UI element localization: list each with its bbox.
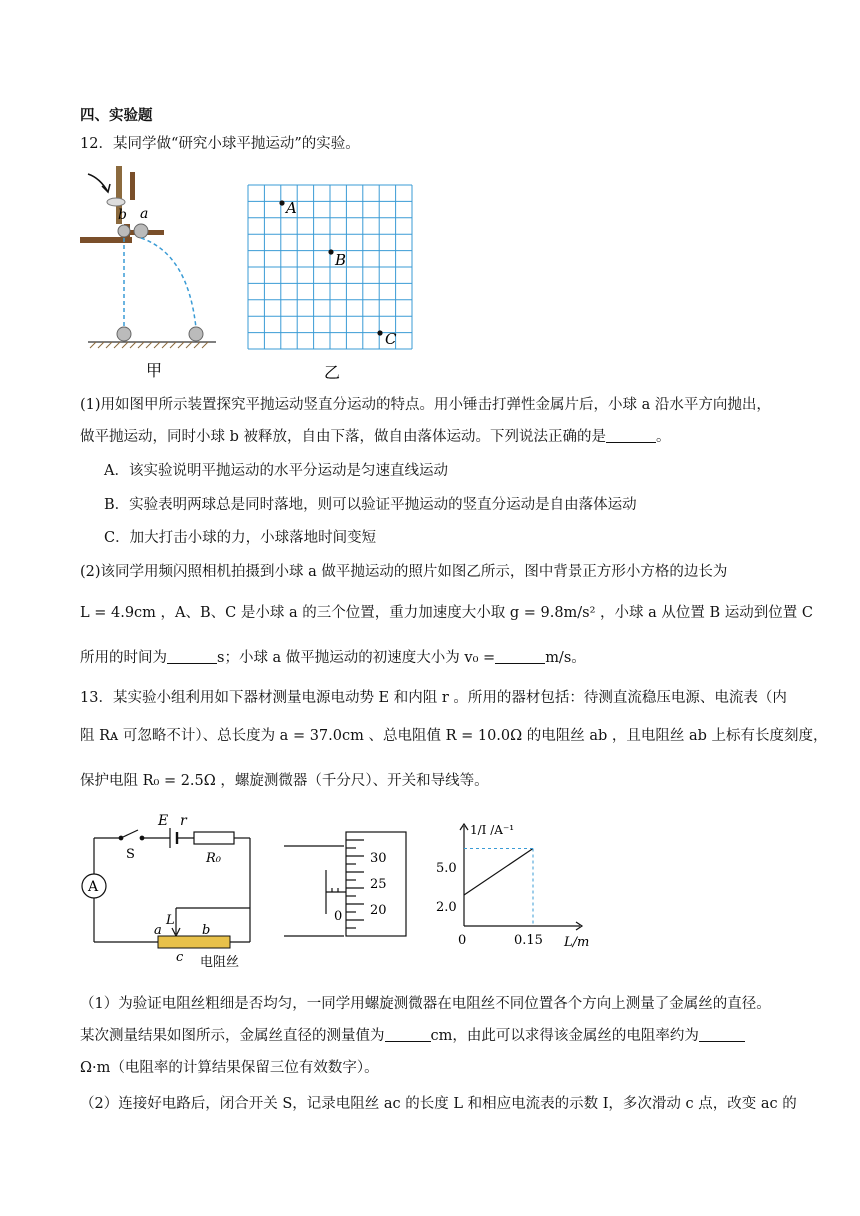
option-b: B．实验表明两球总是同时落地，则可以验证平抛运动的竖直分运动是自由落体运动 [104,497,637,513]
x-axis-label: L/m [564,935,590,950]
micrometer-tick-25: 25 [370,877,387,892]
micrometer-tick-30: 30 [370,851,387,866]
q12-p1-line2-end: 。 [656,429,671,445]
q12-p1-line1: (1)用如图甲所示装置探究平抛运动竖直分运动的特点。用小锤击打弹性金属片后，小球 a 沿水平方向抛出， [80,397,771,413]
ammeter-label: A [88,879,99,895]
q13-line3: 保护电阻 R₀ = 2.5Ω ，螺旋测微器（千分尺）、开关和导线等。 [80,773,489,789]
answer-blank-2[interactable] [167,649,217,664]
answer-blank-1[interactable] [606,428,656,443]
switch-label: S [126,847,135,862]
option-c: C．加大打击小球的力，小球落地时间变短 [104,530,377,546]
q13-s2-line1: （2）连接好电路后，闭合开关 S，记录电阻丝 ac 的长度 L 和相应电流表的示数 I，多次滑动 c 点，改变 ac 的 [80,1096,797,1112]
caption-yi: 乙 [324,363,341,382]
micrometer-tick-20: 20 [370,903,387,918]
micrometer-zero: 0 [334,909,343,924]
emf-label: E [158,813,169,829]
figure-jia [80,164,220,384]
q12-p2-line2: L = 4.9cm ，A、B、C 是小球 a 的三个位置，重力加速度大小取 g = 9.8m/s² ，小球 a 从位置 B 运动到位置 C [80,605,813,621]
data-line [464,849,533,896]
y-tick-5: 5.0 [436,861,457,876]
q12-p2-line3-post: m/s。 [545,650,586,666]
q13-s1-line1: （1）为验证电阻丝粗细是否均匀，一同学用螺旋测微器在电阻丝不同位置各个方向上测量了金属丝的直径。 [80,996,771,1012]
circuit-diagram [80,812,270,972]
wire-label: 电阻丝 [200,955,240,970]
caption-jia: 甲 [146,361,163,380]
series-group [464,849,533,927]
q13-s1-line2 [80,1026,745,1046]
q12-stem: 12．某同学做“研究小球平抛运动”的实验。 [80,136,360,152]
q13-s1-line2-mid: cm，由此可以求得该金属丝的电阻率约为 [430,1028,699,1044]
q12-p2-line1: (2)该同学用频闪照相机拍摄到小球 a 做平抛运动的照片如图乙所示，图中背景正方形小方格的边长为 [80,564,728,580]
end-b-label: b [202,923,211,938]
q13-s1-line3: Ω·m（电阻率的计算结果保留三位有效数字）。 [80,1060,379,1076]
label-b: b [118,207,127,223]
y-tick-2: 2.0 [436,900,457,915]
point-c: C [385,330,397,348]
micrometer-figure [284,830,414,940]
q13-line1: 13．某实验小组利用如下器材测量电源电动势 E 和内阻 r 。所用的器材包括：待测直流稳压电源、电流表（内 [80,690,787,706]
x-tick-0: 0 [458,933,467,948]
internal-r-label: r [180,813,187,829]
q12-p2-line3 [80,648,586,668]
q12-p2-line3-pre: 所用的时间为 [80,650,167,666]
inverse-current-graph [430,822,600,952]
figure-yi-grid [248,185,418,385]
point-b: B [335,251,347,269]
section-title: 四、实验题 [80,108,153,124]
slider-l-label: L [166,913,175,928]
q12-p2-line3-mid: s；小球 a 做平抛运动的初速度大小为 v₀ = [217,650,496,666]
y-axis-label: 1/I /A⁻¹ [470,823,515,837]
point-a: A [286,199,297,217]
label-a: a [140,206,149,222]
q13-line2: 阻 Rᴀ 可忽略不计）、总长度为 a = 37.0cm 、总电阻值 R = 10.0Ω 的电阻丝 ab ，且电阻丝 ab 上标有长度刻度， [80,728,828,744]
answer-blank-5[interactable] [699,1027,745,1042]
q12-p1-line2 [80,427,671,447]
r0-label: R₀ [206,851,221,866]
end-a-label: a [154,923,162,938]
answer-blank-3[interactable] [495,649,545,664]
q12-p1-line2-text: 做平抛运动，同时小球 b 被释放，自由下落，做自由落体运动。下列说法正确的是 [80,429,606,445]
point-c-label: c [176,950,184,965]
q13-s1-line2-pre: 某次测量结果如图所示，金属丝直径的测量值为 [80,1028,385,1044]
option-a: A．该实验说明平抛运动的水平分运动是匀速直线运动 [104,463,448,479]
x-tick-015: 0.15 [514,933,543,948]
answer-blank-4[interactable] [385,1027,431,1042]
